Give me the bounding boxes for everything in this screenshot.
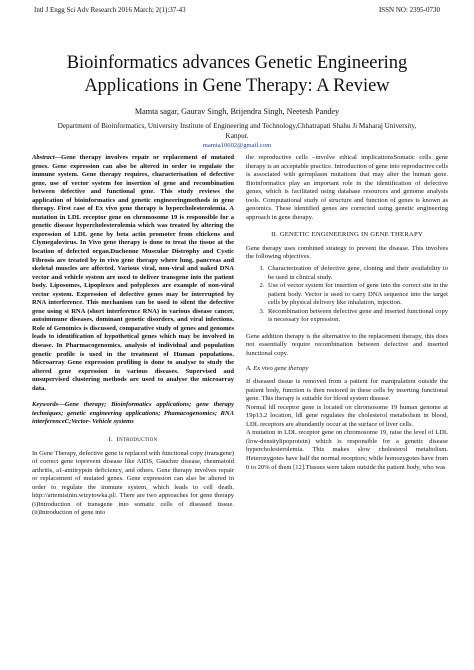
paragraph-ldl-receptor: Normal ldl receptor gene is located on chromosome 19 human genome at 19p13.2 location, ldl gene regulates the cholesterol metabolism in blood, LDL receptors are abundantly occur at the surface of liver cells. <box>246 403 448 428</box>
keywords-label: Keywords <box>32 401 59 409</box>
left-column <box>32 154 234 518</box>
section-heading-genetic-engineering: II. GENETIC ENGINEERING IN GENE THERAPY <box>271 231 423 239</box>
abstract-text: —Gene therapy involves repair or replacement of mutated genes. Gene expression can also be altered in order to regulate the immune system. Gene therapy requires, characterisation of defective gene, use of vector system for insertion of gene and recombination between defective and functional gene. This study reviews the application of bioinformatics and genetic engineeringmethods in gene therapy. First case of Ex vivo gene therapy is hypercholesterolemia. A mutation in LDL receptor gene on chromosome 19 is responsible for a genetic disease hypercholesterolemia which was treated by altering the expression of LDL gene by beta actin promoter from chickens and Clymegalovirus. In Vivo gene therapy is done to treat the tissue at the location of defected organ.Duchenne Muscular Distrophy and Cystic Fibrosis are treated by in vivo gene therapy where lung, pancreas and skeletal muscles are affected. Various viral, non-viral and naked DNA vector and vehicle system are used to deliver transgene into the patient body. Liposomes, Lipoplexes and polyplexes are example of non-viral vector system. Expression of defective genes may be interrupted by RNA interference. This mechanism can be used to silent the defective gene using si RNA (short interference RNA) in various disease cancer, autoimmune diseases, dominant genetic disorders, and viral infections. Role of Genomics is discussed, comparative study of genes and genomes leads to identification of hypothetical genes which may be involved in disease. In Pharmacogenomics, analysis of individual and population genetic profile is used in the treatment of Human populations. Microarray Gene expression profiling is done to analyse to study the altered gene expression in various diseases. Supervised and unsupervised clustering methods are used to analyse the microarray data. <box>32 154 234 392</box>
abstract-label: Abstract <box>32 154 55 161</box>
affiliation-line-2: Kanpur. <box>225 132 249 140</box>
journal-citation: Intl J Engg Sci Adv Research 2016 March; 2(1):37-43 <box>34 6 186 14</box>
objective-item: 3. Recombination between defective gene and inserted functional copy is necessary for expression. <box>266 308 448 325</box>
section-number: I. <box>108 435 113 443</box>
affiliation-line-1: Department of Bioinformatics, University Institute of Engineering and Technology,Chhatrapati Shahu Ji Maharaj University, <box>57 122 417 130</box>
paragraph-strategy: Gene therapy uses combined strategy to prevent the disease. This involves the following objectives. <box>246 244 448 261</box>
right-column <box>246 154 448 472</box>
running-header <box>34 6 440 18</box>
objective-item: 1. Characterization of defective gene, cloning and their availability to be used in clinical study. <box>266 265 448 282</box>
title-line-1: Bioinformatics advances Genetic Engineering <box>66 53 408 73</box>
section-title: Introduction <box>116 435 158 443</box>
paragraph-reproductive-cells: the reproductive cells –involve ethical implicationsSomatic cells gene therapy is an acceptable practice. Introduction of gene into reproductive cells is associated with germplasm mutations that may alter the human gene. Bioinformatics play an important role in the identification of defective genes, which is facilitated using database resources and genome analysis tools. Computational study of structure and function of genes is known as genomics. These identified genes are corrected using genetic engineering approach in gene therapy. <box>246 154 448 221</box>
paragraph-gene-addition: Gene addition therapy is the alternative to the replacement therapy, this does not essentially require recombination between defective and inserted functional copy. <box>246 332 448 357</box>
abstract <box>32 154 234 393</box>
keywords-text: —Gene therapy; Bioinformatics applications; gene therapy techniques; genetic engineering applications; Phamacogenomics; RNA interferenceC;Vector- Vehicle systems <box>32 401 234 426</box>
issn: ISSN NO: 2395-0730 <box>378 6 440 14</box>
section-heading-introduction <box>32 436 234 445</box>
introduction-text: In Gene Therapy, defective gene is replaced with functional copy (transgene) of correct gene toprevent disease like AIDS, Gaucher disease, rheumatoid arthritis, a1-antitrypsin deficiency, and others. Gene therapy involves repair or replacement of mutated genes. Gene expression can also be altered in order to regulate the immune system, which leads to cell death. http://artemisinin.wizytowka.pl/. There are two approaches for gene therapy (i)Introduction of transgene into somatic cells of diseased tissue. (ii)Introduction of gene into <box>32 449 234 517</box>
affiliation <box>30 121 444 141</box>
paper-title <box>20 52 454 98</box>
objectives-list <box>246 265 448 325</box>
author-email[interactable]: mamta10602@gmail.com <box>202 142 272 149</box>
authors: Mamta sagar, Gaurav Singh, Brijendra Singh, Neetesh Pandey <box>134 107 340 116</box>
title-line-2: Applications in Gene Therapy: A Review <box>84 76 390 96</box>
objective-item: 2. Use of vector system for insertion of gene into the correct site in the patient body. Vector is used to carry DNA sequence into the target cells by physical delivery like inhalation, injection. <box>266 282 448 308</box>
subsection-heading-ex-vivo: A. Ex vivo gene therapy <box>246 365 309 373</box>
keywords <box>32 401 234 427</box>
paragraph-mutation: A mutation in LDL receptor gene on chromosome 19, raise the level of LDL (low-densitylipoprotein) which is responsible for a genetic disease hypercholesterolemia. This makes slow cholesterol metabolism. Heterozygotes have half the normal receptors; while homozygotes have from 0 to 20% of them [12].Tissues were taken outside the patient body, who was <box>246 429 448 471</box>
paragraph-ex-vivo: If diseased tissue is removed from a patient for manipulation outside the patient body, function is then restored in these cells by inserting functional gene. This therapy is suitable for blood system disease. <box>246 378 448 403</box>
